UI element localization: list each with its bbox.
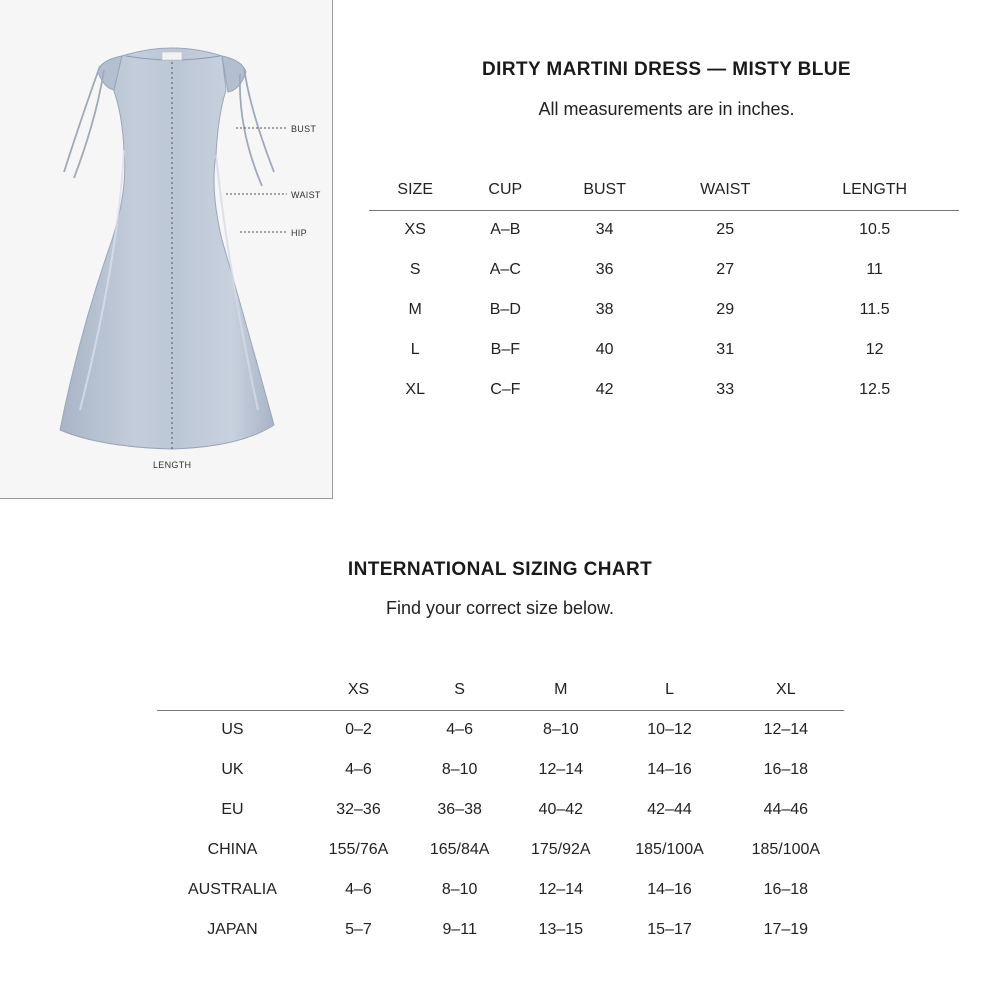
table-cell: 40–42 [538,801,584,818]
table-cell: 31 [716,341,735,358]
table-cell: S [409,261,421,278]
measurements-subtitle: All measurements are in inches. [538,99,795,119]
table-cell: 38 [595,301,614,318]
table-cell: 34 [595,221,614,239]
table-cell: 4–6 [345,761,372,778]
table-cell: 10.5 [859,221,891,239]
column-header: S [454,680,465,698]
table-cell: 185/100A [751,841,821,858]
table-cell: 12.5 [859,381,891,398]
table-cell: 44–46 [763,801,809,818]
dress-illustration [0,0,333,499]
measurements-header-row [369,170,959,210]
table-cell: 185/100A [635,841,704,858]
international-table [157,670,844,950]
region-label: JAPAN [207,921,258,938]
hip-label: HIP [291,228,307,238]
table-cell: 32–36 [336,801,381,818]
table-row [157,750,844,790]
table-cell: 16–18 [763,761,809,778]
right-tie [244,68,274,172]
column-header: LENGTH [842,180,908,198]
column-header: XS [347,680,370,698]
table-row [157,910,844,950]
column-header: M [554,680,568,698]
table-cell: B–F [490,341,520,358]
table-cell: 8–10 [543,721,579,739]
neck-tag [162,52,182,60]
international-header-row [157,670,844,710]
table-cell: M [408,301,422,318]
international-subtitle: Find your correct size below. [385,598,615,618]
table-row [369,330,959,370]
table-cell: 4–6 [345,881,372,898]
table-cell: 0–2 [345,721,372,739]
table-cell: 10–12 [647,721,692,739]
table-cell: 40 [595,341,614,358]
table-cell: 155/76A [328,841,389,858]
table-row [369,250,959,290]
table-cell: 165/84A [429,841,490,858]
table-cell: 12–14 [538,881,584,898]
table-cell: 14–16 [647,881,692,898]
column-header: WAIST [700,180,751,198]
table-cell: 36–38 [437,801,482,818]
table-cell: 15–17 [647,921,692,938]
table-cell: A–B [490,221,521,239]
region-label: AUSTRALIA [187,881,277,898]
column-header: CUP [488,180,523,198]
table-cell: 11 [866,261,883,278]
table-cell: 5–7 [345,921,372,938]
table-cell: 13–15 [538,921,584,938]
table-cell: XL [405,381,425,398]
table-cell: 8–10 [441,881,478,898]
length-label: LENGTH [153,460,192,470]
table-cell: 25 [716,221,735,239]
table-cell: L [410,341,420,358]
region-label: EU [221,801,244,818]
table-cell: 12 [865,341,884,358]
column-header: XL [776,680,796,698]
table-cell: 14–16 [647,761,692,778]
table-cell: 11.5 [859,301,890,318]
table-cell: B–D [489,301,521,318]
dress-illustration-panel [0,0,333,499]
table-cell: 36 [595,261,614,278]
column-header: BUST [583,180,626,198]
table-row [157,790,844,830]
table-row [157,830,844,870]
column-header [157,670,308,710]
region-label: US [221,721,244,739]
table-cell: 29 [716,301,735,318]
table-cell: 42 [595,381,614,398]
column-header: L [665,680,674,698]
table-cell: A–C [489,261,521,278]
table-cell: C–F [490,381,521,398]
table-cell: 17–19 [763,921,809,938]
table-cell: 12–14 [538,761,584,778]
international-title: INTERNATIONAL SIZING CHART [347,559,653,580]
waist-label: WAIST [291,190,321,200]
table-cell: 4–6 [446,721,473,739]
table-cell: 9–11 [442,921,477,938]
table-cell: 8–10 [441,761,478,778]
table-row [369,210,959,250]
table-cell: XS [404,221,426,239]
region-label: CHINA [207,841,258,858]
table-cell: 12–14 [763,721,809,739]
table-cell: 42–44 [647,801,692,818]
column-header: SIZE [397,180,433,198]
measurements-table [369,170,959,410]
region-label: UK [221,761,244,778]
bust-label: BUST [291,124,317,134]
table-cell: 175/92A [530,841,591,858]
table-cell: 33 [716,381,735,398]
table-cell: 16–18 [763,881,809,898]
table-row [369,290,959,330]
table-cell: 27 [716,261,735,278]
table-row [369,370,959,410]
table-row [157,710,844,750]
table-row [157,870,844,910]
measurements-title: DIRTY MARTINI DRESS — MISTY BLUE [482,59,851,80]
